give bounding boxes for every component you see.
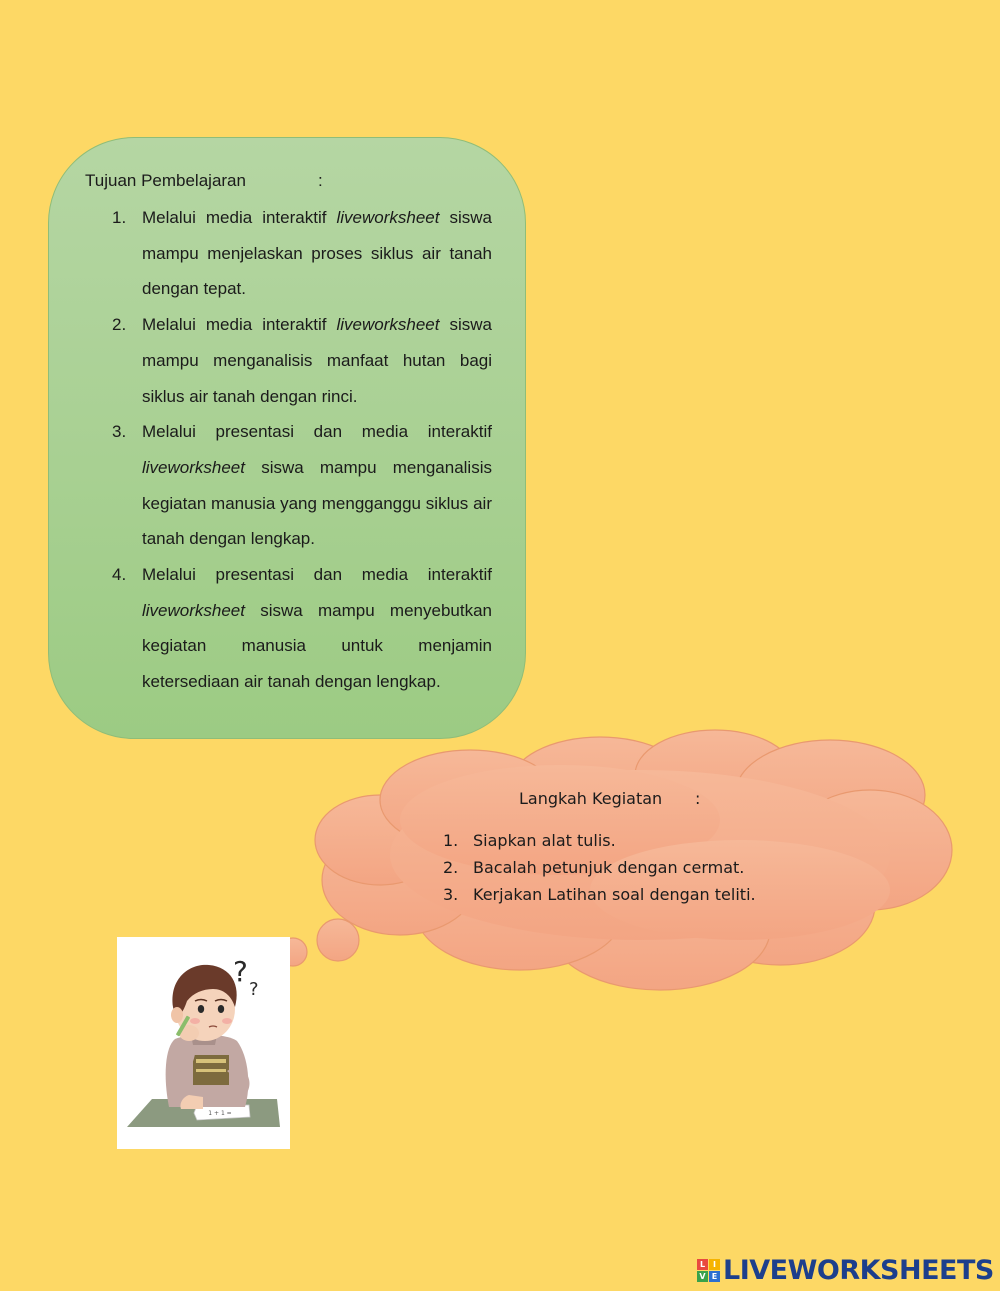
thinking-student-icon bbox=[117, 937, 290, 1149]
student-illustration bbox=[117, 937, 290, 1149]
objective-text: Melalui presentasi dan media interaktif liveworksheet siswa mampu menganalisis kegiatan manusia yang mengganggu siklus air tanah dengan lengkap. bbox=[142, 422, 492, 549]
objectives-title: Tujuan Pembelajaran bbox=[85, 171, 246, 190]
italic-product-name: liveworksheet bbox=[336, 208, 440, 227]
steps-list bbox=[443, 827, 756, 908]
step-item bbox=[443, 881, 756, 908]
step-number: 1. bbox=[443, 831, 459, 850]
objective-text: Melalui presentasi dan media interaktif liveworksheet siswa mampu menyebutkan kegiatan manusia untuk menjamin ketersediaan air tanah dengan lengkap. bbox=[142, 565, 492, 692]
eye-right bbox=[218, 1005, 224, 1013]
objective-text: Melalui media interaktif liveworksheet siswa mampu menjelaskan proses siklus air tanah dengan tepat. bbox=[142, 208, 492, 299]
step-item bbox=[443, 854, 756, 881]
paper-text: 1 + 1 = bbox=[208, 1110, 232, 1117]
italic-product-name: liveworksheet bbox=[142, 457, 245, 477]
objective-text: Melalui media interaktif liveworksheet siswa mampu menganalisis manfaat hutan bagi siklus air tanah dengan rinci. bbox=[142, 315, 492, 406]
objectives-colon: : bbox=[318, 171, 323, 190]
liveworksheets-logo[interactable] bbox=[697, 1254, 994, 1286]
step-text: Bacalah petunjuk dengan cermat. bbox=[473, 858, 745, 877]
step-text: Kerjakan Latihan soal dengan teliti. bbox=[473, 885, 756, 904]
step-number: 3. bbox=[443, 885, 459, 904]
step-item bbox=[443, 827, 756, 854]
italic-product-name: liveworksheet bbox=[142, 600, 245, 620]
question-mark-small: ? bbox=[249, 979, 259, 1000]
eye-left bbox=[198, 1005, 204, 1013]
cloud-bubble-large bbox=[317, 919, 359, 961]
objective-number: 4. bbox=[112, 565, 127, 585]
step-number: 2. bbox=[443, 858, 459, 877]
italic-product-name: liveworksheet bbox=[336, 315, 440, 335]
objective-number: 2. bbox=[112, 315, 127, 335]
logo-text: LIVEWORKSHEETS bbox=[723, 1254, 994, 1286]
step-text: Siapkan alat tulis. bbox=[473, 831, 616, 850]
objective-number: 1. bbox=[112, 208, 127, 227]
question-mark-large: ? bbox=[233, 955, 248, 988]
objective-number: 3. bbox=[112, 422, 127, 442]
steps-title: Langkah Kegiatan bbox=[519, 789, 663, 808]
steps-colon: : bbox=[695, 789, 701, 808]
logo-mark-icon: L I V E bbox=[697, 1259, 720, 1282]
